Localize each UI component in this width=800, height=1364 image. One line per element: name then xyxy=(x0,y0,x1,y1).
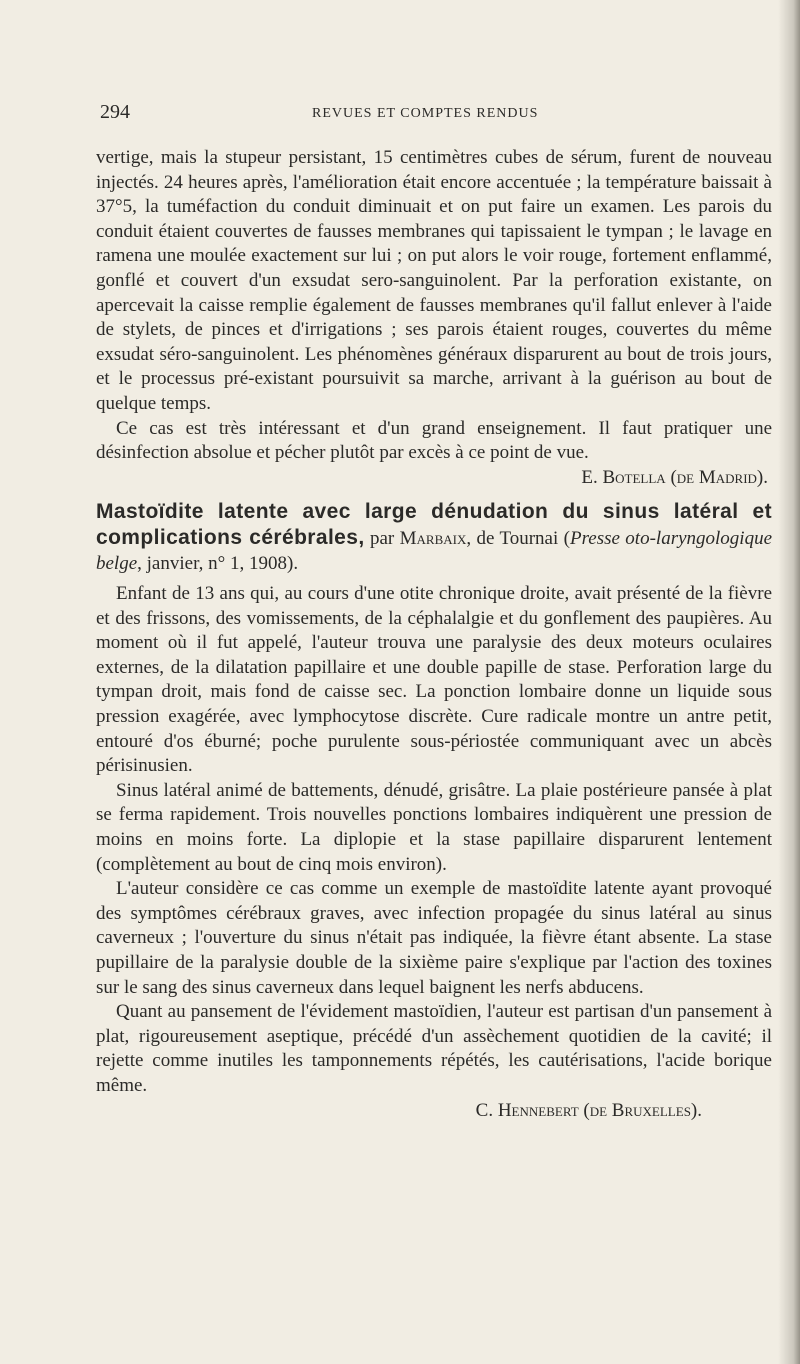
article2-heading xyxy=(96,500,772,576)
article2-author-prefix: par xyxy=(369,527,395,549)
article2-signature-text: C. Hennebert (de Bruxelles). xyxy=(475,1099,702,1121)
article2-title: Mastoïdite latente avec large dénudation du sinus latéral et complications cérébrales, xyxy=(96,500,772,549)
article2-paragraph: Quant au pansement de l'évidement mastoïdien, l'auteur est partisan d'un pansement à plat, rigoureusement aseptique, précédé d'un assèchement quotidien de la cavité; il rejette comme inutiles les tamponnements répétés, les cautérisations, l'acide borique même. xyxy=(96,1001,772,1096)
article1-conclusion: Ce cas est très intéressant et d'un grand enseignement. Il faut pratiquer une désinfection absolue et pécher plutôt par excès à ce point de vue. xyxy=(96,417,772,464)
page-edge-shadow xyxy=(778,0,800,1364)
article2-paragraph: Sinus latéral animé de battements, dénudé, grisâtre. La plaie postérieure pansée à plat se ferma rapidement. Trois nouvelles ponctions lombaires indiquèrent une pression de moins en moins forte. La diplopie et la stase papillaire disparurent lentement (complètement au bout de cinq mois environ). xyxy=(96,779,772,875)
article2-issue: , janvier, n° 1, 1908). xyxy=(137,552,299,574)
article2-paragraph: L'auteur considère ce cas comme un exemple de mastoïdite latente ayant provoqué des symptômes cérébraux graves, avec infection propagée du sinus latéral au sinus caverneux ; l'ouverture du sinus n'était pas indiquée, la fièvre étant absente. La stase pupillaire de la paralysie double de la sixième paire s'explique par l'action des toxines sur le sang des sinus caverneux dans lequel baignent les nerfs abducens. xyxy=(96,878,772,998)
article2-paragraph: Enfant de 13 ans qui, au cours d'une otite chronique droite, avait présenté de la fièvre et des frissons, des vomissements, de la céphalalgie et du gonflement des paupières. Au moment où il fut appelé, l'auteur trouva une paralysie des deux moteurs oculaires externes, de la dilatation papillaire et une double papille de stase. Perforation large du tympan droit, mais fond de caisse sec. La ponction lombaire donne un liquide sous pression exagérée, avec lymphocytose discrète. Cure radicale montre un antre petit, entouré d'os éburné; poche purulente sous-périostée communiquant avec un abcès périsinusien. xyxy=(96,583,772,777)
article2-journal: Presse oto-laryngologique belge xyxy=(96,527,773,574)
article2-signature xyxy=(96,1099,772,1124)
page-body xyxy=(96,146,772,1123)
article1-body: vertige, mais la stupeur persistant, 15 centimètres cubes de sérum, furent de nouveau injectés. 24 heures après, l'amélioration était encore accentuée ; la température baissait à 37°5, la tuméfaction du conduit diminuait et on put faire un examen. Les parois du conduit étaient couvertes de fausses membranes qui tapissaient le tympan ; le lavage en ramena une moulée exactement sur lui ; on put alors le voir rouge, fortement enflammé, gonflé et couvert d'un exsudat sero-sanguinolent. Par la perforation existante, on apercevait la caisse remplie également de fausses membranes qu'il fallut enlever à l'aide de stylets, de pinces et d'irrigations ; ses parois étaient rouges, couvertes du même exsudat séro-sanguinolent. Les phénomènes généraux disparurent au bout de trois jours, et le processus pré-existant poursuivit sa marche, arrivant à la guérison au bout de quelque temps. xyxy=(96,147,772,414)
article1-signature-text: E. Botella (de Madrid). xyxy=(581,466,768,488)
page-header xyxy=(100,101,772,129)
page-number: 294 xyxy=(100,101,130,123)
article2-author: Marbaix xyxy=(399,527,467,549)
article2-author-suffix: , de Tournai ( xyxy=(466,527,570,549)
article1-signature xyxy=(96,466,772,491)
running-head: REVUES ET COMPTES RENDUS xyxy=(312,106,539,121)
